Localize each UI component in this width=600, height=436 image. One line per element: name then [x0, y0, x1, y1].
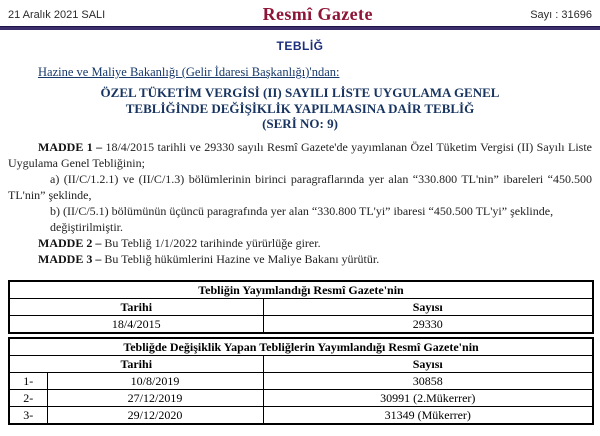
masthead-issue-number: Sayı : 31696: [530, 8, 592, 21]
document-title-line-1: ÖZEL TÜKETİM VERGİSİ (II) SAYILI LİSTE UYGULAMA GENEL: [100, 85, 500, 100]
publication-date-cell: 18/4/2015: [9, 315, 263, 333]
amendment-number-cell: 30991 (2.Mükerrer): [263, 389, 593, 406]
publication-table-title-row: [9, 281, 593, 299]
article-1-text: 18/4/2015 tarihli ve 29330 sayılı Resmî Gazete'de yayımlanan Özel Tüketim Vergisi (II) Sayılı Liste Uygulama Genel Tebliğinin;: [8, 139, 593, 170]
publication-col-date: Tarihi: [9, 298, 263, 315]
amendments-table-title: Tebliğde Değişiklik Yapan Tebliğlerin Yayımlandığı Resmî Gazete'nin: [9, 338, 593, 356]
clause-a: a) (II/C/1.2.1) ve (II/C/1.3) bölümlerinin birinci paragraflarında yer alan “330.800 TL'nin” ibareleri “450.500 TL'nin” şeklinde,: [8, 171, 592, 202]
amendment-number-cell: 30858: [263, 372, 593, 389]
gazette-tables: [8, 280, 592, 425]
document-title-line-3: (SERİ NO: 9): [262, 116, 338, 131]
article-3-label: MADDE 3 –: [38, 251, 105, 266]
amendment-date-cell: 10/8/2019: [47, 372, 263, 389]
amendments-col-date: Tarihi: [9, 355, 263, 372]
amendment-index-cell: 3-: [9, 406, 47, 424]
article-1: [8, 139, 592, 171]
table-row: [9, 406, 593, 424]
article-2-text: Bu Tebliğ 1/1/2022 tarihinde yürürlüğe girer.: [104, 235, 321, 250]
amendments-table-header-row: [9, 355, 593, 372]
masthead-divider-rule: [0, 26, 600, 30]
article-2: [8, 235, 592, 251]
section-heading: TEBLİĞ: [276, 39, 324, 53]
amendments-table-title-row: [9, 338, 593, 356]
amendment-index-cell: 2-: [9, 389, 47, 406]
publication-col-number: Sayısı: [263, 298, 593, 315]
amendment-number-cell: 31349 (Mükerrer): [263, 406, 593, 424]
masthead: [0, 0, 600, 25]
amendments-table: [8, 337, 594, 425]
document-title-line-2: TEBLİĞİNDE DEĞİŞİKLİK YAPILMASINA DAİR TEBLİĞ: [125, 100, 475, 116]
table-row: [9, 389, 593, 406]
publication-table-title: Tebliğin Yayımlandığı Resmî Gazete'nin: [9, 281, 593, 299]
publication-number-cell: 29330: [263, 315, 593, 333]
article-3: [8, 251, 592, 267]
publication-table-header-row: [9, 298, 593, 315]
issuing-authority: Hazine ve Maliye Bakanlığı (Gelir İdaresi Başkanlığı)'ndan:: [38, 65, 340, 79]
article-body: [8, 139, 592, 267]
amendment-date-cell: 27/12/2019: [47, 389, 263, 406]
masthead-title: Resmî Gazete: [262, 4, 373, 24]
clause-b: b) (II/C/5.1) bölümünün üçüncü paragrafında yer alan “330.800 TL'yi” ibaresi “450.500 TL'yi” şeklinde,: [50, 203, 554, 218]
masthead-date: 21 Aralık 2021 SALI: [8, 8, 106, 21]
amendment-index-cell: 1-: [9, 372, 47, 389]
table-row: [9, 372, 593, 389]
clause-closing: değiştirilmiştir.: [50, 219, 124, 234]
amendments-col-number: Sayısı: [263, 355, 593, 372]
document-title: [0, 85, 600, 132]
table-row: [9, 315, 593, 333]
publication-table: [8, 280, 594, 334]
amendment-date-cell: 29/12/2020: [47, 406, 263, 424]
article-1-label: MADDE 1 –: [38, 139, 106, 154]
article-2-label: MADDE 2 –: [38, 235, 105, 250]
article-3-text: Bu Tebliğ hükümlerini Hazine ve Maliye Bakanı yürütür.: [104, 251, 380, 266]
